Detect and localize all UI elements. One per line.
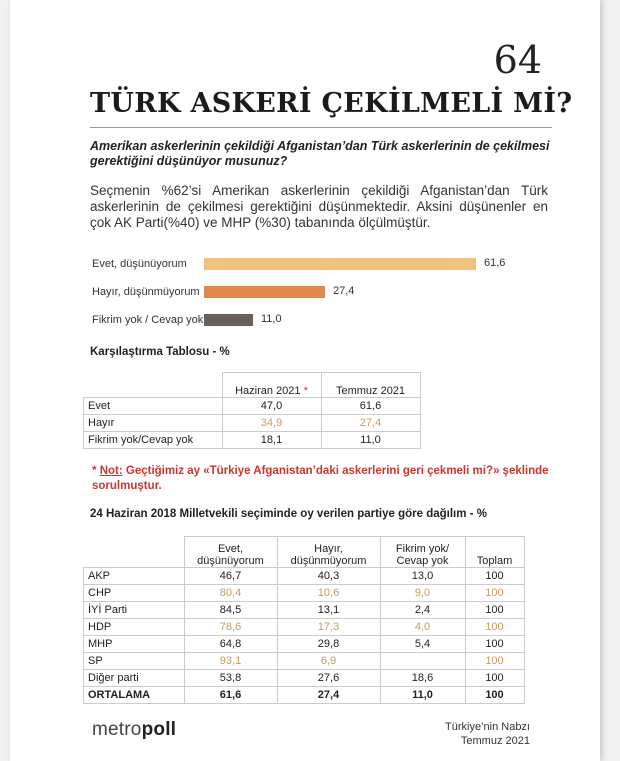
- table-cell: 61,6: [321, 398, 420, 415]
- row-label: Diğer parti: [84, 670, 185, 687]
- row-label: İYİ Parti: [84, 602, 185, 619]
- row-label: Hayır: [84, 415, 223, 432]
- table-cell: 78,6: [184, 619, 277, 636]
- table-row: [84, 585, 525, 602]
- table-row: [84, 415, 421, 432]
- footer-line2: Temmuz 2021: [460, 735, 530, 747]
- table-row: [84, 670, 525, 687]
- table-cell: 11,0: [321, 432, 420, 449]
- footer: [445, 720, 530, 748]
- table-cell: 13,0: [380, 568, 465, 585]
- note-text: Geçtiğimiz ay «Türkiye Afganistan’daki askerlerini geri çekmeli mi?» şeklinde sorulmuştur.: [92, 465, 549, 492]
- bar-fikrim-yok: [204, 314, 253, 326]
- row-label: CHP: [84, 585, 185, 602]
- bar-value-fikrim-yok: 11,0: [261, 313, 282, 325]
- summary-text: Seçmenin %62’si Amerikan askerlerinin çekildiği Afganistan’dan Türk askerlerinin de çekilmesi gerektiğini düşünmektedir. Aksini düşünenler en çok AK Parti(%40) ve MHP (%30) tabanında ölçülmüştür.: [90, 183, 548, 230]
- asterisk-mark: *: [303, 385, 308, 397]
- comparison-header-row: [84, 373, 421, 398]
- party-table-body: [84, 568, 525, 704]
- col-evet: Evet, düşünüyorum: [184, 537, 277, 568]
- table-cell: 47,0: [222, 398, 321, 415]
- table-row: [84, 653, 525, 670]
- table-cell: 100: [465, 687, 524, 704]
- table-row: [84, 687, 525, 704]
- page-title: TÜRK ASKERİ ÇEKİLMELİ Mİ?: [90, 88, 573, 119]
- bar-value-evet: 61,6: [484, 257, 506, 269]
- metropoll-logo: metropoll: [92, 719, 177, 740]
- table-cell: 6,9: [277, 653, 380, 670]
- bar-label-fikrim-yok: Fikrim yok / Cevap yok: [92, 314, 204, 326]
- table-row: [84, 398, 421, 415]
- table-cell: 27,4: [321, 415, 420, 432]
- row-label: Evet: [84, 398, 223, 415]
- page-number: 64: [493, 38, 542, 82]
- bar-hayir: [204, 286, 325, 298]
- table-cell: 61,6: [184, 687, 277, 704]
- note-label: Not:: [99, 465, 123, 477]
- table-cell: 4,0: [380, 619, 465, 636]
- comparison-col-temmuz: Temmuz 2021: [321, 373, 420, 398]
- table-row: [84, 432, 421, 449]
- bar-value-hayir: 27,4: [333, 285, 355, 297]
- table-cell: 100: [465, 653, 524, 670]
- bar-label-evet: Evet, düşünüyorum: [92, 258, 187, 270]
- table-cell: 9,0: [380, 585, 465, 602]
- bar-evet: [204, 258, 476, 270]
- table-cell: 17,3: [277, 619, 380, 636]
- table-cell: 2,4: [380, 602, 465, 619]
- table-cell: 53,8: [184, 670, 277, 687]
- row-label: AKP: [84, 568, 185, 585]
- table-cell: 34,9: [222, 415, 321, 432]
- table-cell: 29,8: [277, 636, 380, 653]
- table-cell: 93,1: [184, 653, 277, 670]
- comparison-col-haziran: Haziran 2021 *: [222, 373, 321, 398]
- party-header-row: [84, 537, 525, 568]
- report-page: [10, 0, 600, 761]
- table-row: [84, 619, 525, 636]
- col-hayir: Hayır, düşünmüyorum: [277, 537, 380, 568]
- table-row: [84, 636, 525, 653]
- asterisk-mark: *: [92, 465, 97, 477]
- table-cell: 27,4: [277, 687, 380, 704]
- title-divider: [90, 127, 552, 128]
- table-cell: 10,6: [277, 585, 380, 602]
- bar-label-hayir: Hayır, düşünmüyorum: [92, 286, 200, 298]
- row-label: MHP: [84, 636, 185, 653]
- table-cell: 84,5: [184, 602, 277, 619]
- table-cell: 100: [465, 670, 524, 687]
- table-cell: 64,8: [184, 636, 277, 653]
- row-label: SP: [84, 653, 185, 670]
- table-cell: [380, 653, 465, 670]
- table-cell: 27,6: [277, 670, 380, 687]
- table-cell: 11,0: [380, 687, 465, 704]
- table-cell: 80,4: [184, 585, 277, 602]
- party-table-title: 24 Haziran 2018 Milletvekili seçiminde oy verilen partiye göre dağılım - %: [90, 508, 487, 520]
- footnote: [92, 464, 552, 494]
- row-label: HDP: [84, 619, 185, 636]
- table-cell: 18,1: [222, 432, 321, 449]
- col-toplam: Toplam: [465, 537, 524, 568]
- table-cell: 100: [465, 568, 524, 585]
- table-row: [84, 568, 525, 585]
- table-cell: 13,1: [277, 602, 380, 619]
- survey-question: Amerikan askerlerinin çekildiği Afganistan’dan Türk askerlerinin de çekilmesi gerektiğini düşünüyor musunuz?: [90, 139, 550, 168]
- table-cell: 5,4: [380, 636, 465, 653]
- party-distribution-table: [83, 536, 525, 704]
- footer-line1: Türkiye’nin Nabzı: [445, 721, 530, 733]
- table-cell: 18,6: [380, 670, 465, 687]
- row-label: Fikrim yok/Cevap yok: [84, 432, 223, 449]
- table-cell: 40,3: [277, 568, 380, 585]
- comparison-table-title: Karşılaştırma Tablosu - %: [90, 346, 230, 358]
- col-fikrim-yok: Fikrim yok/ Cevap yok: [380, 537, 465, 568]
- table-cell: 100: [465, 636, 524, 653]
- table-cell: 46,7: [184, 568, 277, 585]
- table-cell: 100: [465, 619, 524, 636]
- table-cell: 100: [465, 585, 524, 602]
- table-cell: 100: [465, 602, 524, 619]
- row-label: ORTALAMA: [84, 687, 185, 704]
- table-row: [84, 602, 525, 619]
- comparison-table: [83, 372, 421, 449]
